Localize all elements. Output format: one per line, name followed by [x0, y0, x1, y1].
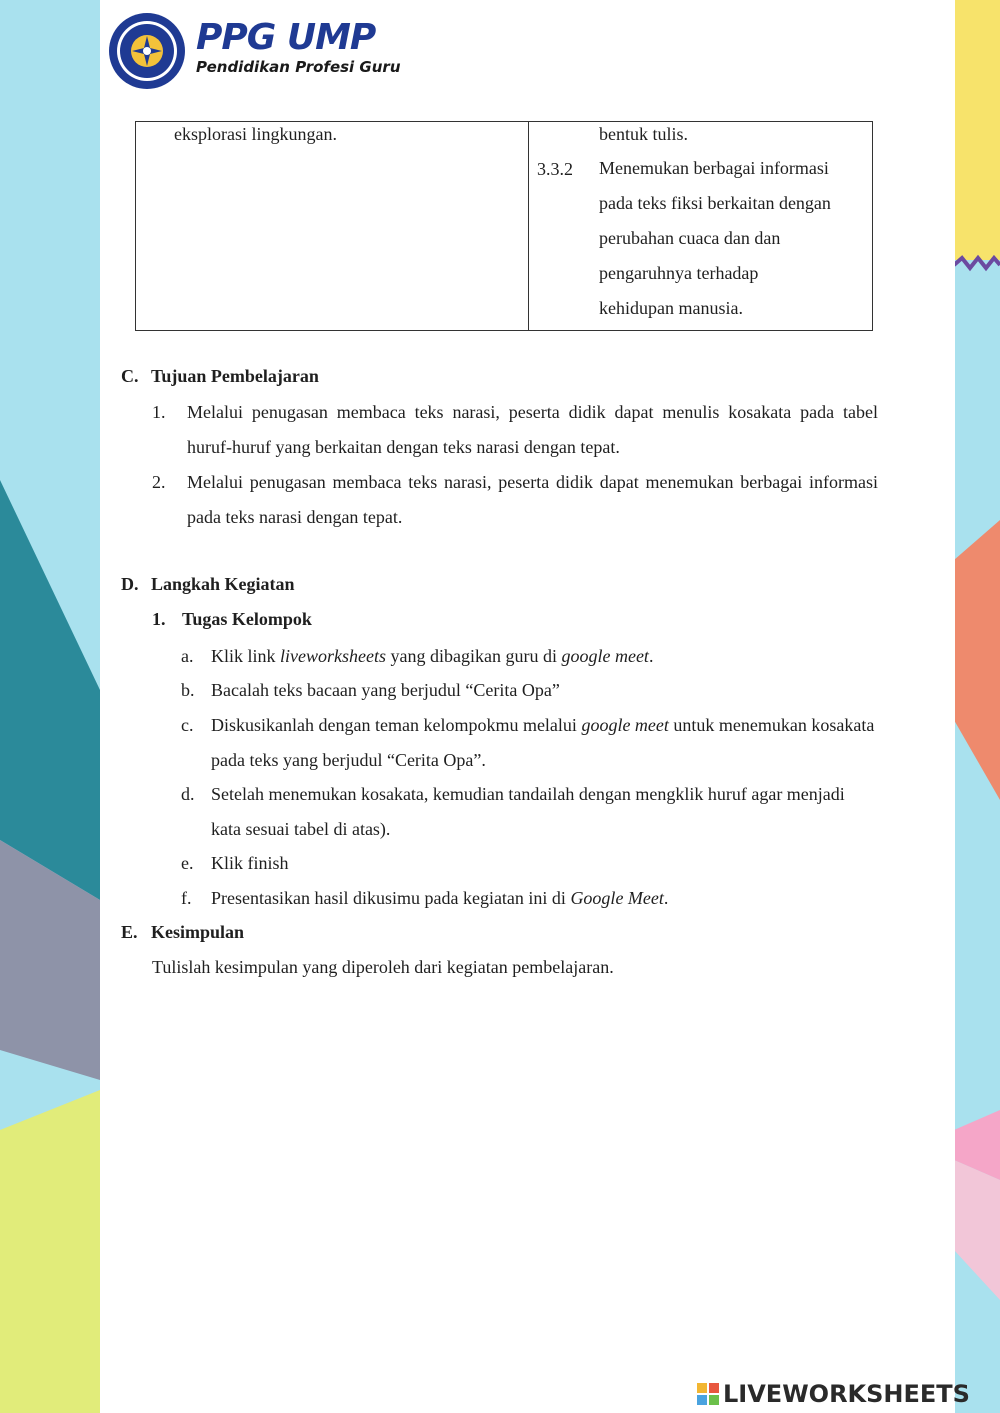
indicator-line: kehidupan manusia. — [599, 298, 743, 318]
university-seal-icon — [108, 12, 186, 90]
step-text — [211, 673, 881, 708]
section-d-heading — [121, 574, 295, 595]
list-text: Melalui penugasan membaca teks narasi, peserta didik dapat menulis kosakata pada tabel huruf-huruf yang berkaitan dengan teks narasi dengan tepat. — [187, 402, 878, 457]
step-text-italic: liveworksheets — [280, 646, 386, 666]
step-letter: f. — [181, 888, 192, 908]
list-number: 1. — [152, 402, 166, 422]
indicator-text — [599, 151, 872, 326]
step-text-part: . — [648, 646, 654, 666]
indicator-number: 3.3.2 — [537, 159, 573, 179]
step-item — [181, 708, 881, 778]
step-text-part: Presentasikan hasil dikusimu pada kegiatan ini di — [211, 888, 571, 908]
step-text-part: . — [663, 888, 669, 908]
ppg-ump-logo — [108, 12, 408, 92]
liveworksheets-text: LIVEWORKSHEETS — [723, 1380, 970, 1408]
step-text — [211, 881, 881, 916]
competency-table — [135, 121, 873, 331]
step-text — [211, 639, 881, 674]
step-text-part: Diskusikanlah dengan teman kelompokmu melalui — [211, 715, 582, 735]
indicator-row — [529, 157, 872, 326]
subsection-number: 1. — [152, 609, 166, 629]
indicator-line: bentuk tulis. — [599, 124, 688, 144]
section-letter: E. — [121, 922, 138, 942]
step-item — [181, 639, 881, 674]
step-text-italic: google meet — [581, 715, 669, 735]
step-item — [181, 846, 881, 881]
step-letter: a. — [181, 646, 194, 666]
subsection-title: Tugas Kelompok — [182, 609, 312, 629]
table-cell-left — [136, 122, 529, 331]
logo-subtitle: Pendidikan Profesi Guru — [196, 58, 401, 76]
list-number: 2. — [152, 472, 166, 492]
step-letter: c. — [181, 715, 194, 735]
conclusion-text: Tulislah kesimpulan yang diperoleh dari kegiatan pembelajaran. — [152, 957, 614, 977]
section-title: Kesimpulan — [151, 922, 245, 942]
step-item — [181, 673, 881, 708]
step-text-italic: google meet — [561, 646, 649, 666]
list-item — [152, 395, 878, 465]
step-text-part: Klik finish — [211, 853, 289, 873]
indicator-line: perubahan cuaca dan dan — [599, 228, 781, 248]
step-letter: d. — [181, 784, 195, 804]
left-decorative-background — [0, 0, 100, 1413]
indicator-text — [599, 122, 872, 146]
step-item — [181, 881, 881, 916]
section-title: Langkah Kegiatan — [151, 574, 295, 594]
step-item — [181, 777, 881, 847]
liveworksheets-logo-icon — [697, 1383, 719, 1405]
logo-title: PPG UMP — [196, 17, 376, 58]
table-cell-right — [529, 122, 873, 331]
step-text-part: untuk menemukan kosakata pada teks yang berjudul “Cerita Opa”. — [211, 715, 875, 770]
section-title: Tujuan Pembelajaran — [151, 366, 319, 386]
left-cell-text: eksplorasi lingkungan. — [174, 124, 337, 144]
step-text-italic: Google Meet — [570, 888, 664, 908]
step-letter: b. — [181, 680, 195, 700]
list-text: Melalui penugasan membaca teks narasi, peserta didik dapat menemukan berbagai informasi pada teks narasi dengan tepat. — [187, 472, 878, 527]
indicator-row — [529, 122, 872, 146]
table-row — [136, 122, 873, 331]
right-decorative-background — [954, 0, 1000, 1413]
step-letter: e. — [181, 853, 194, 873]
list-item — [152, 465, 878, 535]
section-c-heading — [121, 366, 319, 387]
indicator-line: Menemukan berbagai informasi — [599, 158, 829, 178]
step-text — [211, 846, 881, 881]
section-letter: D. — [121, 574, 139, 594]
section-e-heading — [121, 922, 244, 943]
section-letter: C. — [121, 366, 139, 386]
indicator-line: pada teks fiksi berkaitan dengan — [599, 193, 831, 213]
step-text-part: yang dibagikan guru di — [386, 646, 562, 666]
step-text — [211, 777, 856, 847]
subsection-heading — [152, 609, 312, 630]
liveworksheets-brand — [697, 1379, 970, 1409]
indicator-line: pengaruhnya terhadap — [599, 263, 759, 283]
step-text — [211, 708, 881, 778]
step-text-part: Bacalah teks bacaan yang berjudul “Cerita Opa” — [211, 680, 560, 700]
step-text-part: Setelah menemukan kosakata, kemudian tandailah dengan mengklik huruf agar menjadi kata sesuai tabel di atas). — [211, 784, 845, 839]
step-text-part: Klik link — [211, 646, 281, 666]
indicator-number — [529, 122, 599, 146]
